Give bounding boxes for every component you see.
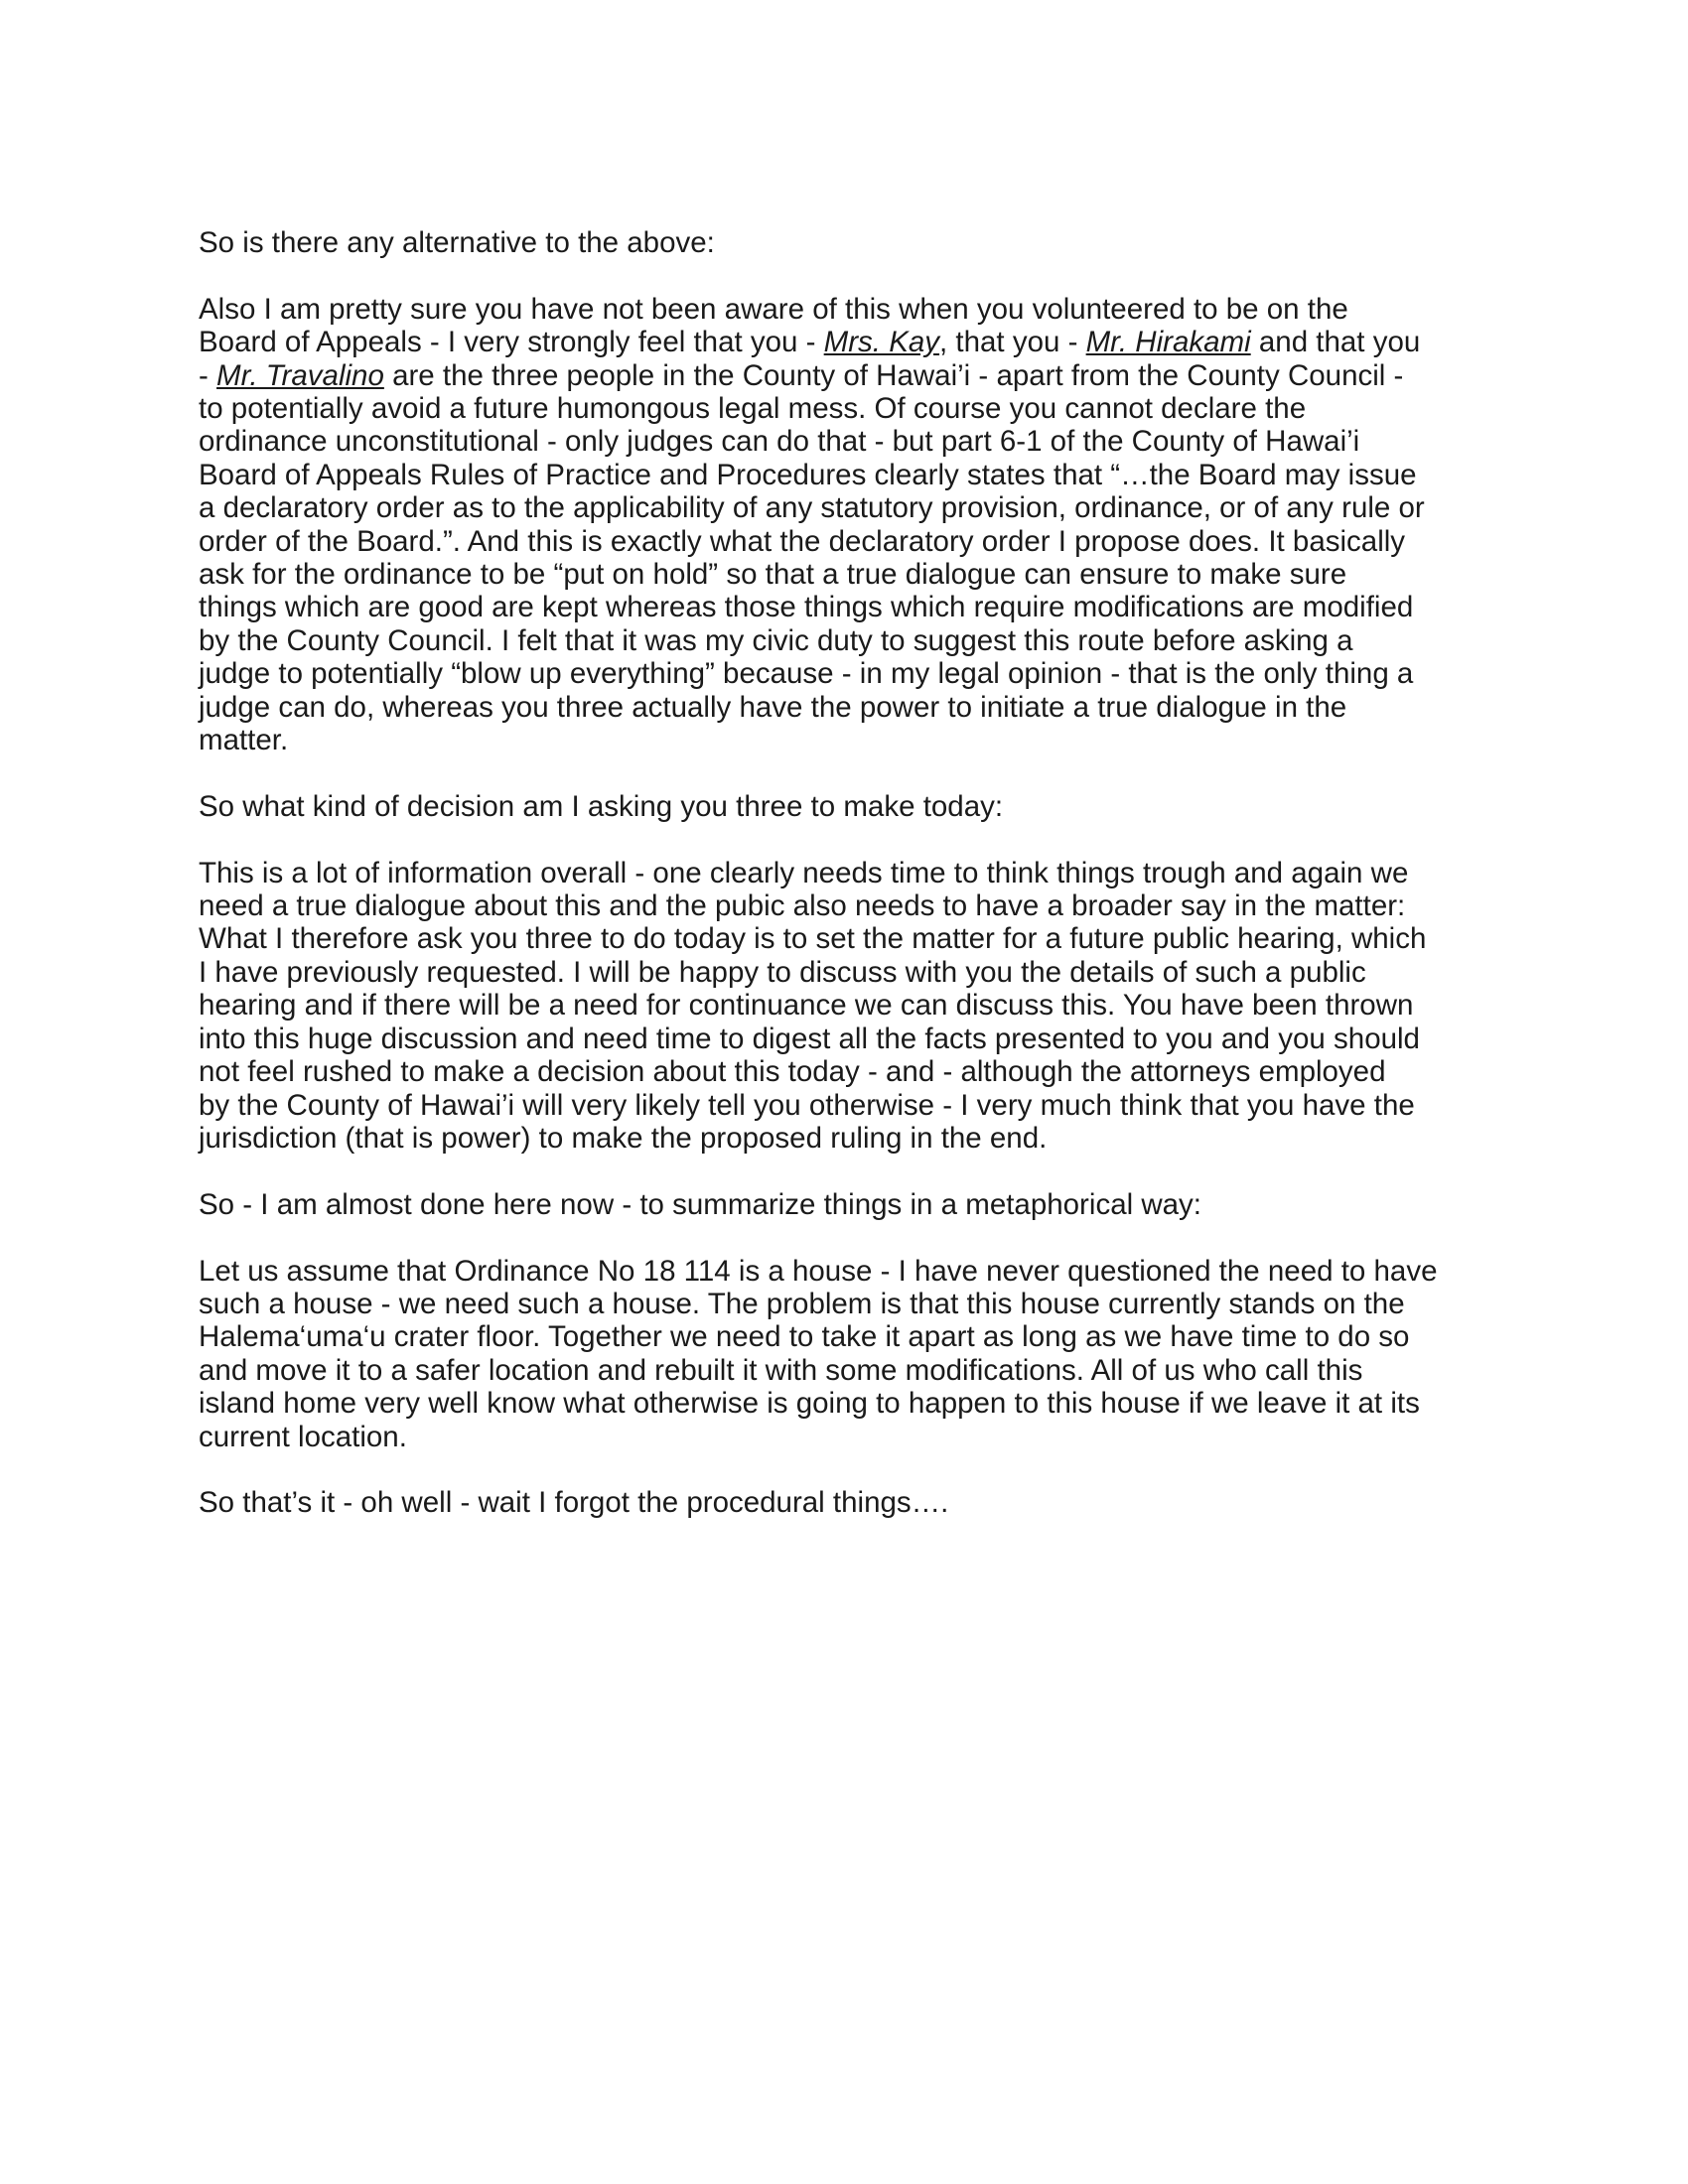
name-mr-hirakami: Mr. Hirakami	[1085, 326, 1251, 359]
name-mrs-kay: Mrs. Kay	[823, 326, 940, 359]
text-line: not feel rushed to make a decision about this today - and - although the attorneys employed	[199, 1055, 1386, 1089]
text-line: judge to potentially “blow up everything” because - in my legal opinion - that is the only thing a	[199, 657, 1414, 691]
text-line: I have previously requested. I will be happy to discuss with you the details of such a public	[199, 955, 1366, 989]
paragraph-alternative-question	[199, 226, 1499, 259]
text-line: to potentially avoid a future humongous legal mess. Of course you cannot declare the	[199, 392, 1307, 426]
text-line: ordinance unconstitutional - only judges can do that - but part 6-1 of the County of Hawai’i	[199, 425, 1360, 459]
text-line: a declaratory order as to the applicability of any statutory provision, ordinance, or of any rule or	[199, 491, 1425, 525]
text-line: What I therefore ask you three to do today is to set the matter for a future public hearing, which	[199, 922, 1427, 956]
text-line	[199, 326, 1499, 358]
text-line: So - I am almost done here now - to summarize things in a metaphorical way:	[199, 1187, 1202, 1221]
text-segment: are the three people in the County of Hawai’i - apart from the County Council -	[383, 358, 1404, 392]
text-line	[199, 359, 1499, 392]
text-line: such a house - we need such a house. The problem is that this house currently stands on the	[199, 1287, 1405, 1320]
text-segment: and that you	[1250, 326, 1421, 359]
paragraph-summary-intro	[199, 1188, 1499, 1221]
text-line: and move it to a safer location and rebuilt it with some modifications. All of us who call this	[199, 1353, 1363, 1387]
name-mr-travalino: Mr. Travalino	[216, 358, 384, 392]
paragraph-board-of-appeals	[199, 293, 1499, 757]
paragraph-house-metaphor	[199, 1255, 1499, 1453]
text-line: So is there any alternative to the above:	[199, 226, 715, 259]
text-line: So that’s it - oh well - wait I forgot the procedural things….	[199, 1486, 949, 1520]
document-page	[199, 226, 1499, 1553]
text-line: island home very well know what otherwise is going to happen to this house if we leave it at its	[199, 1387, 1420, 1421]
text-line: current location.	[199, 1420, 407, 1453]
text-line: jurisdiction (that is power) to make the proposed ruling in the end.	[199, 1121, 1048, 1155]
text-line: Halema‘uma‘u crater floor. Together we need to take it apart as long as we have time to do so	[199, 1320, 1410, 1354]
text-segment: , that you -	[939, 326, 1086, 359]
text-line: Also I am pretty sure you have not been aware of this when you volunteered to be on the	[199, 292, 1348, 326]
text-line: order of the Board.”. And this is exactly what the declaratory order I propose does. It basically	[199, 524, 1406, 558]
text-line: by the County of Hawai’i will very likely tell you otherwise - I very much think that you have the	[199, 1088, 1415, 1122]
paragraph-decision-question	[199, 790, 1499, 823]
text-line: hearing and if there will be a need for continuance we can discuss this. You have been thrown	[199, 989, 1414, 1023]
text-line: things which are good are kept whereas those things which require modifications are modified	[199, 591, 1414, 624]
text-line: Let us assume that Ordinance No 18 114 is a house - I have never questioned the need to have	[199, 1254, 1438, 1288]
text-line: So what kind of decision am I asking you three to make today:	[199, 789, 1004, 823]
paragraph-closing	[199, 1486, 1499, 1519]
text-line: ask for the ordinance to be “put on hold” so that a true dialogue can ensure to make sure	[199, 558, 1347, 592]
text-segment: Board of Appeals - I very strongly feel that you -	[199, 326, 824, 359]
text-line: matter.	[199, 724, 289, 757]
text-line: judge can do, whereas you three actually have the power to initiate a true dialogue in the	[199, 690, 1347, 724]
text-line: by the County Council. I felt that it was my civic duty to suggest this route before asking a	[199, 623, 1353, 657]
text-line: This is a lot of information overall - one clearly needs time to think things trough and again we	[199, 856, 1409, 889]
paragraph-public-hearing	[199, 857, 1499, 1156]
text-line: Board of Appeals Rules of Practice and Procedures clearly states that “…the Board may issue	[199, 458, 1417, 491]
text-segment: -	[199, 358, 217, 392]
text-line: into this huge discussion and need time to digest all the facts presented to you and you should	[199, 1022, 1420, 1055]
text-line: need a true dialogue about this and the pubic also needs to have a broader say in the matter:	[199, 889, 1406, 923]
